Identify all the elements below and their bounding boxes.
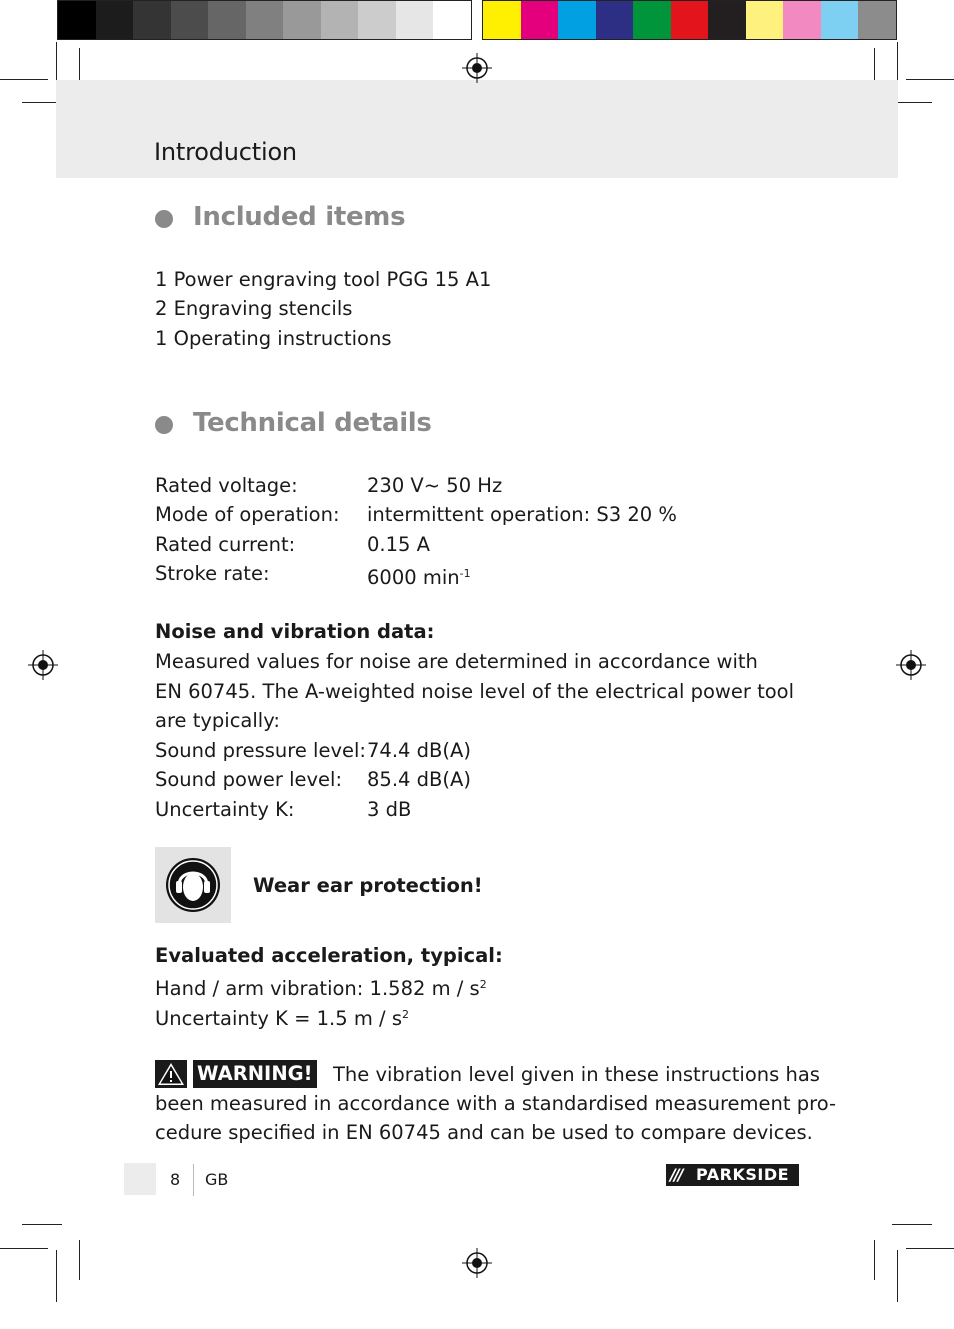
warning-text: cedure specified in EN 60745 and can be used to compare devices. [155,1121,813,1144]
spec-value [367,562,471,590]
color-swatch [633,1,671,39]
crop-mark [56,42,57,82]
warning-text: The vibration level given in these instructions has [333,1063,820,1086]
color-swatch [483,1,521,39]
spec-label: Rated voltage: [155,474,298,497]
color-swatch [433,1,471,39]
warning-sign [155,1060,187,1088]
crop-mark [0,1248,48,1249]
included-item: 2 Engraving stencils [155,297,353,320]
included-item: 1 Power engraving tool PGG 15 A1 [155,268,492,291]
spec-label: Rated current: [155,533,296,556]
warning-text: been measured in accordance with a standardised measurement pro- [155,1092,837,1115]
color-swatch [396,1,434,39]
hand-arm-exponent: 2 [479,978,487,991]
color-swatch [96,1,134,39]
color-swatch [783,1,821,39]
stroke-rate-exponent: -1 [459,567,471,580]
noise-value: 74.4 dB(A) [367,739,471,762]
footer-divider [193,1164,194,1196]
color-swatch [596,1,634,39]
registration-mark-icon [896,650,926,680]
section-bullet-icon [155,210,173,228]
color-swatch [133,1,171,39]
noise-value: 3 dB [367,798,412,821]
page-language: GB [205,1170,229,1189]
color-swatch [246,1,284,39]
hand-arm-vibration-text: Hand / arm vibration: 1.582 m / s [155,977,480,1000]
ear-protection-text: Wear ear protection! [253,874,483,897]
registration-mark-icon [462,53,492,83]
included-item: 1 Operating instructions [155,327,392,350]
color-bar [482,0,897,40]
color-swatch [858,1,896,39]
page-title: Introduction [154,138,297,166]
crop-mark [22,1224,62,1225]
crop-mark [874,1240,875,1280]
crop-mark [897,42,898,82]
page-number: 8 [170,1170,181,1189]
color-swatch [708,1,746,39]
ear-protection-icon [155,847,231,923]
noise-value: 85.4 dB(A) [367,768,471,791]
warning-label: WARNING! [193,1060,317,1088]
vibration-uncertainty-exponent: 2 [401,1008,409,1021]
vibration-uncertainty [155,1003,409,1031]
vibration-heading: Evaluated acceleration, typical: [155,944,503,967]
color-swatch [283,1,321,39]
color-swatch [558,1,596,39]
crop-mark [897,1250,898,1302]
color-swatch [521,1,559,39]
footer-tab [124,1163,156,1195]
color-swatch [171,1,209,39]
logo-mark: /// [670,1165,682,1184]
included-items-title: Included items [193,202,406,232]
crop-mark [892,102,932,103]
crop-mark [56,1250,57,1302]
ear-protection-sign [155,847,231,923]
noise-label: Uncertainty K: [155,798,295,821]
noise-text-line: EN 60745. The A-weighted noise level of the electrical power tool [155,680,794,703]
color-swatch [321,1,359,39]
noise-text-line: are typically: [155,709,280,732]
registration-mark-icon [28,650,58,680]
hand-arm-vibration [155,973,487,1001]
color-swatch [208,1,246,39]
color-swatch [671,1,709,39]
registration-mark-icon [462,1248,492,1278]
crop-mark [892,1224,932,1225]
spec-label: Mode of operation: [155,503,340,526]
noise-heading: Noise and vibration data: [155,620,435,643]
noise-label: Sound power level: [155,768,343,791]
section-bullet-icon [155,416,173,434]
spec-label: Stroke rate: [155,562,270,585]
logo-text: PARKSIDE [696,1165,790,1184]
crop-mark [906,1248,954,1249]
spec-value: 0.15 A [367,533,430,556]
noise-label: Sound pressure level: [155,739,366,762]
technical-details-title: Technical details [193,408,432,438]
stroke-rate-value: 6000 min [367,566,460,589]
noise-text-line: Measured values for noise are determined in accordance with [155,650,758,673]
warning-triangle-icon [155,1060,187,1088]
vibration-uncertainty-text: Uncertainty K = 1.5 m / s [155,1007,402,1030]
spec-value: intermittent operation: S3 20 % [367,503,677,526]
crop-mark [906,79,954,80]
parkside-logo [666,1164,799,1186]
color-swatch [746,1,784,39]
spec-value: 230 V~ 50 Hz [367,474,503,497]
crop-mark [79,1240,80,1280]
color-swatch [821,1,859,39]
color-swatch [358,1,396,39]
color-swatch [58,1,96,39]
crop-mark [0,79,48,80]
grayscale-bar [57,0,472,40]
